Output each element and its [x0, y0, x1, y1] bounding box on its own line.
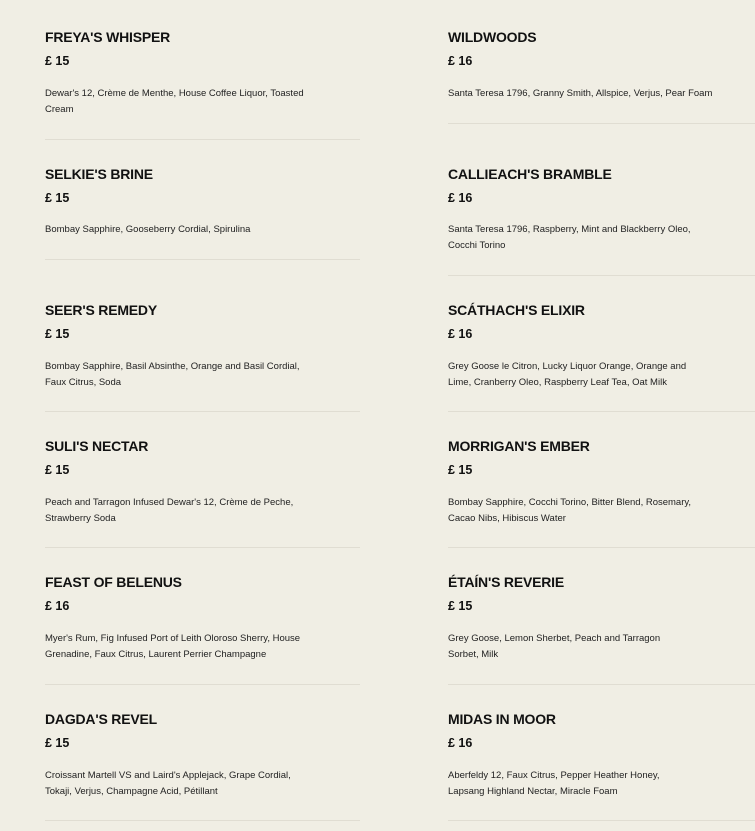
- menu-item-name: FEAST OF BELENUS: [45, 574, 182, 590]
- menu-item-price: £ 15: [45, 463, 70, 477]
- menu-item-price: £ 15: [45, 327, 70, 341]
- menu-item-price: £ 15: [45, 54, 70, 68]
- menu-item-description: Dewar's 12, Crème de Menthe, House Coffee Liquor, Toasted Cream: [45, 88, 304, 115]
- menu-item-name: FREYA'S WHISPER: [45, 29, 171, 45]
- divider: [448, 123, 755, 124]
- menu-item-description: Santa Teresa 1796, Granny Smith, Allspice, Verjus, Pear Foam: [448, 88, 713, 99]
- menu-item-name: CALLIEACH'S BRAMBLE: [448, 166, 612, 182]
- menu-item-name: WILDWOODS: [448, 29, 537, 45]
- menu-item-description: Myer's Rum, Fig Infused Port of Leith Oloroso Sherry, House Grenadine, Faux Citrus, Laurent Perrier Champagne: [45, 633, 301, 660]
- divider: [45, 139, 360, 140]
- menu-item-name: SEER'S REMEDY: [45, 302, 157, 318]
- divider: [448, 820, 755, 821]
- divider: [45, 259, 360, 260]
- menu-item-description: Grey Goose, Lemon Sherbet, Peach and Tarragon Sorbet, Milk: [448, 633, 661, 660]
- menu-item-description: Bombay Sapphire, Basil Absinthe, Orange and Basil Cordial, Faux Citrus, Soda: [45, 361, 300, 388]
- menu-item-name: ÉTAÍN'S REVERIE: [448, 574, 564, 590]
- divider: [448, 275, 755, 276]
- menu-item-price: £ 16: [45, 599, 70, 613]
- menu-item-description: Peach and Tarragon Infused Dewar's 12, Crème de Peche, Strawberry Soda: [45, 497, 294, 524]
- divider: [45, 411, 360, 412]
- divider: [448, 547, 755, 548]
- menu-item-price: £ 16: [448, 327, 473, 341]
- divider: [448, 411, 755, 412]
- divider: [45, 547, 360, 548]
- menu-item-price: £ 16: [448, 736, 473, 750]
- divider: [45, 684, 360, 685]
- menu-item-price: £ 16: [448, 191, 473, 205]
- menu-item-description: Bombay Sapphire, Gooseberry Cordial, Spirulina: [45, 224, 251, 235]
- menu-item-description: Bombay Sapphire, Cocchi Torino, Bitter Blend, Rosemary, Cacao Nibs, Hibiscus Water: [448, 497, 692, 524]
- menu-item-description: Aberfeldy 12, Faux Citrus, Pepper Heather Honey, Lapsang Highland Nectar, Miracle Foam: [448, 770, 660, 797]
- menu-item-description: Santa Teresa 1796, Raspberry, Mint and Blackberry Oleo, Cocchi Torino: [448, 224, 691, 251]
- menu-item-name: SULI'S NECTAR: [45, 438, 149, 454]
- menu-item-price: £ 15: [448, 463, 473, 477]
- divider: [45, 820, 360, 821]
- menu-item-name: SCÁTHACH'S ELIXIR: [448, 302, 585, 318]
- menu-item-name: SELKIE'S BRINE: [45, 166, 153, 182]
- menu-item-description: Grey Goose le Citron, Lucky Liquor Orange, Orange and Lime, Cranberry Oleo, Raspberry Leaf Tea, Oat Milk: [448, 361, 687, 388]
- menu-item-name: DAGDA'S REVEL: [45, 711, 157, 727]
- menu-item-price: £ 15: [45, 736, 70, 750]
- menu-item-description: Croissant Martell VS and Laird's Applejack, Grape Cordial, Tokaji, Verjus, Champagne Acid, Pétillant: [45, 770, 291, 797]
- menu-item-price: £ 15: [45, 191, 70, 205]
- divider: [448, 684, 755, 685]
- menu-item-price: £ 15: [448, 599, 473, 613]
- menu-item-price: £ 16: [448, 54, 473, 68]
- menu-item-name: MIDAS IN MOOR: [448, 711, 556, 727]
- menu-item-name: MORRIGAN'S EMBER: [448, 438, 590, 454]
